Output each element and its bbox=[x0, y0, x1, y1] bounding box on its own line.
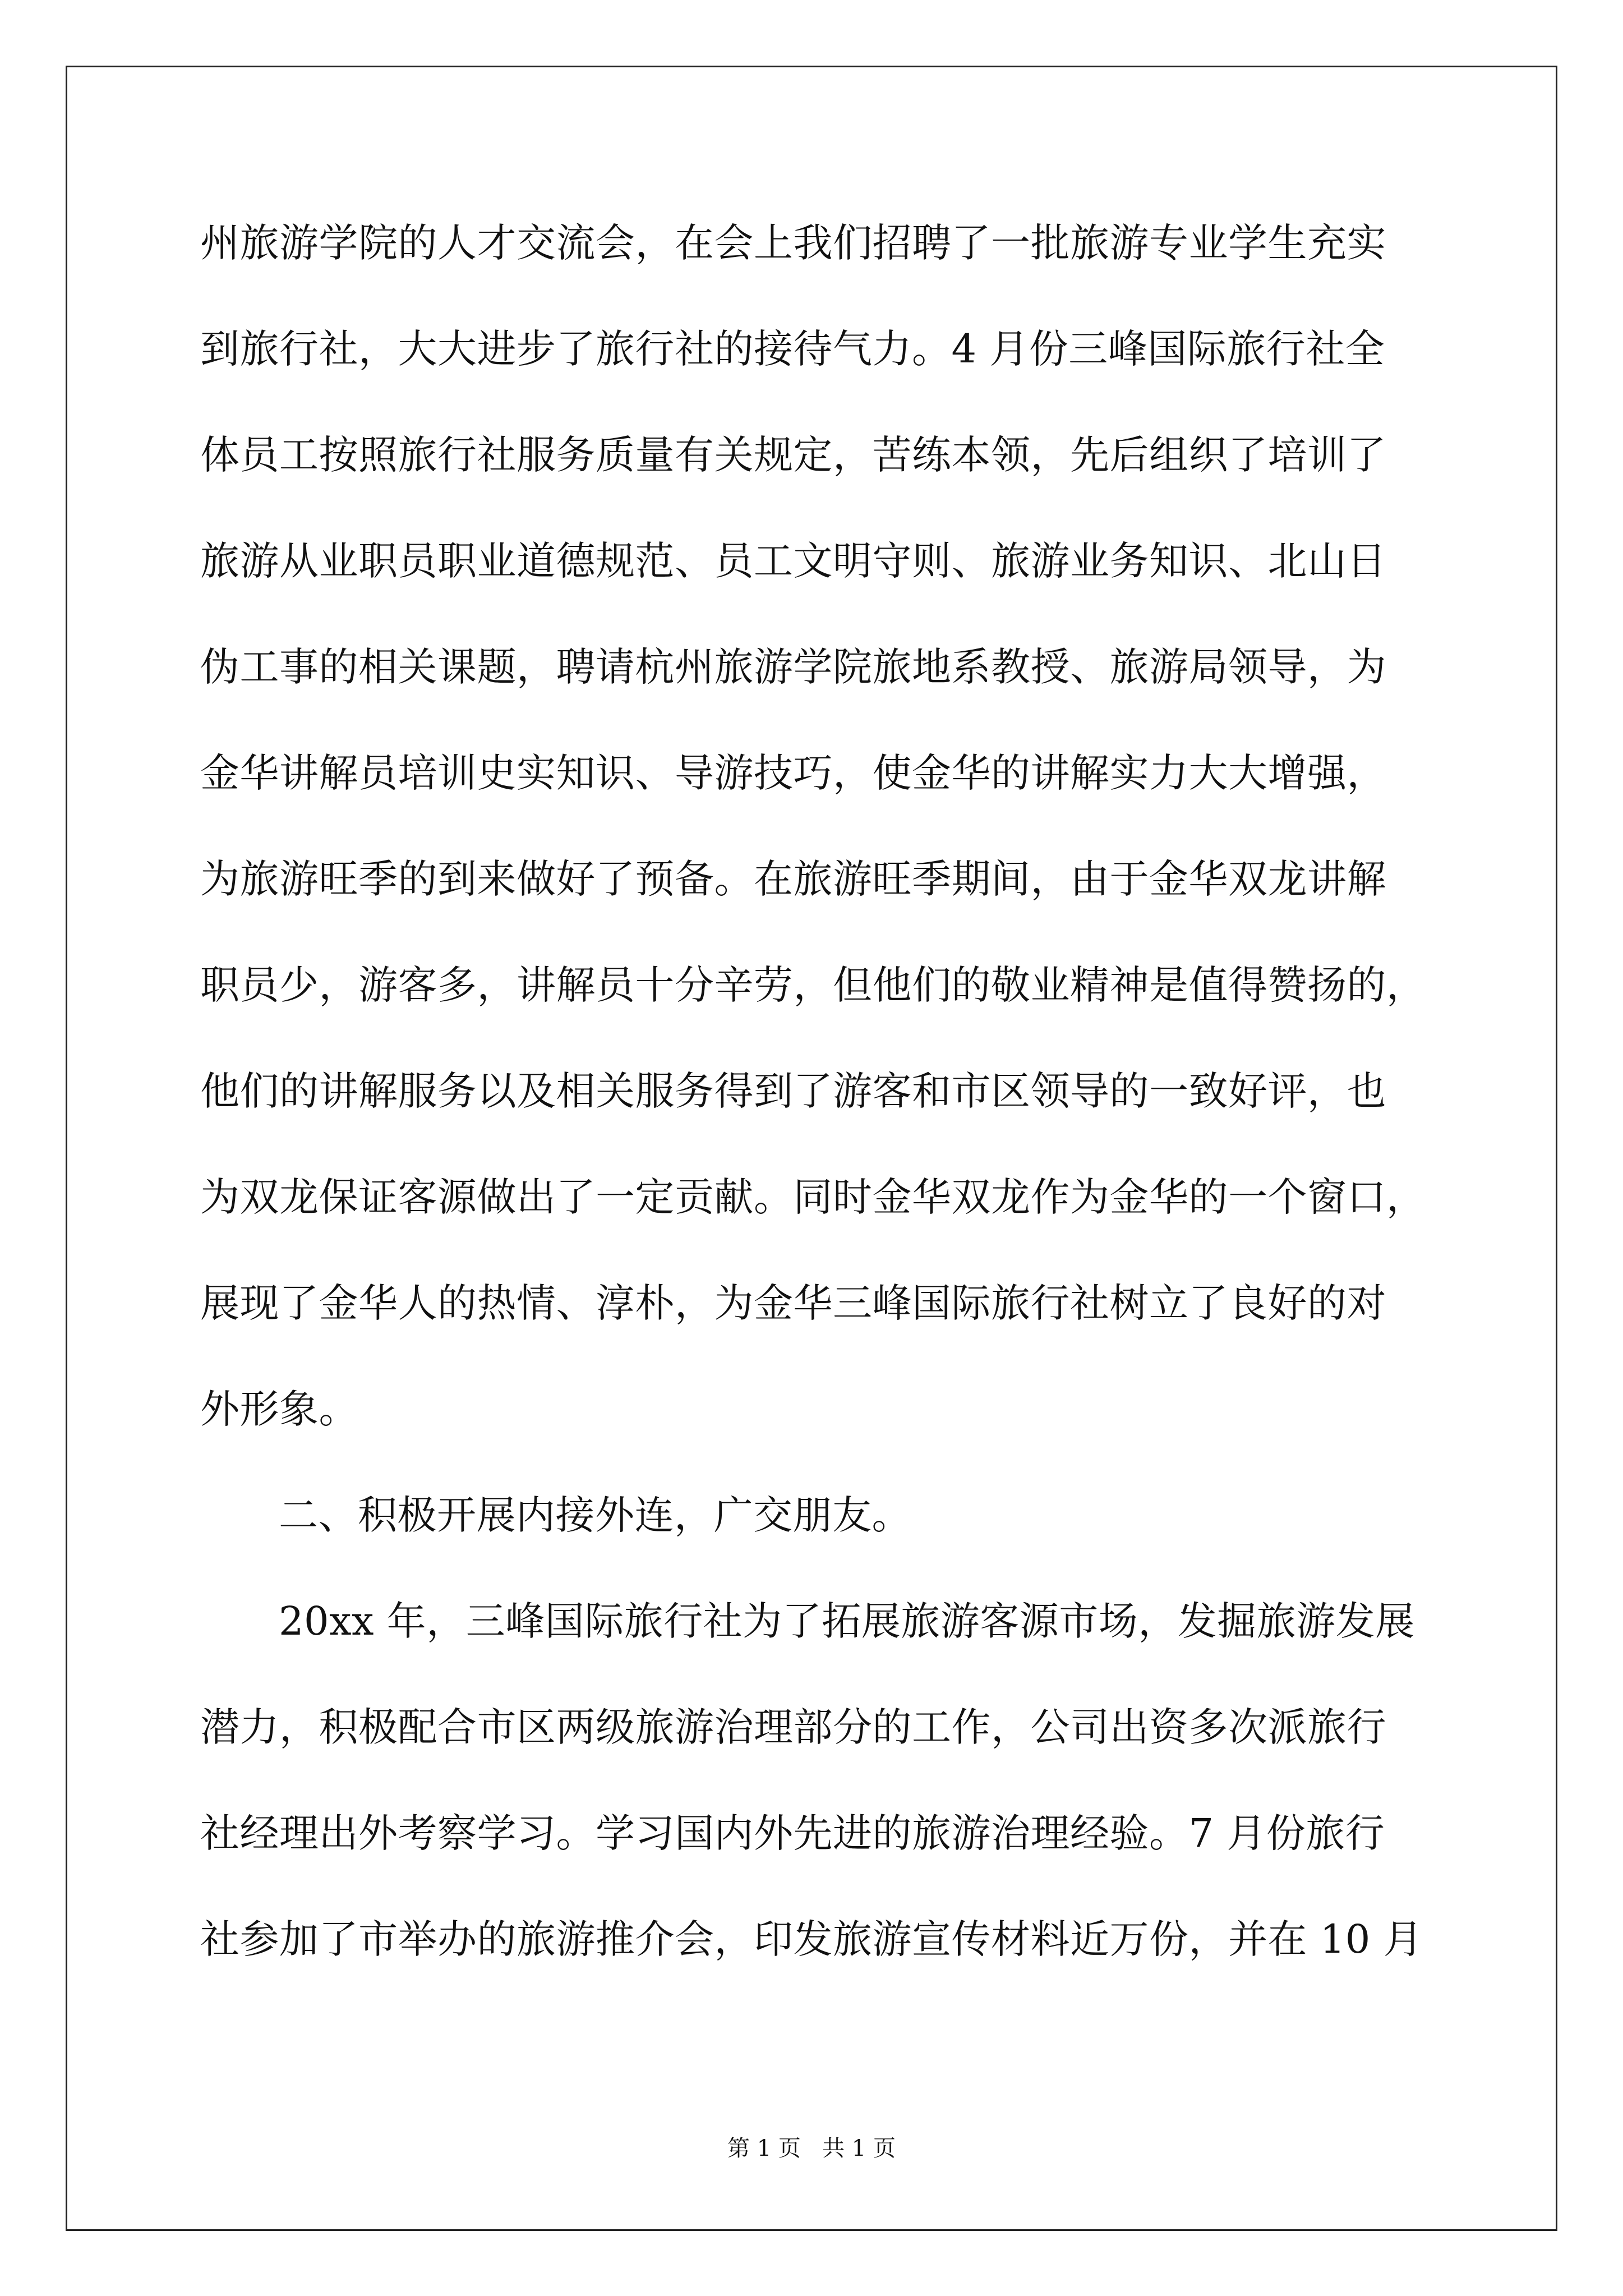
text-line: 州旅游学院的人才交流会，在会上我们招聘了一批旅游专业学生充实 bbox=[200, 220, 1386, 266]
text-line: 旅游从业职员职业道德规范、员工文明守则、旅游业务知识、北山日 bbox=[200, 538, 1386, 584]
text-line: 社经理出外考察学习。学习国内外先进的旅游治理经验。7 月份旅行 bbox=[200, 1810, 1385, 1856]
document-body bbox=[200, 212, 1434, 2014]
text-line: 到旅行社，大大进步了旅行社的接待气力。4 月份三峰国际旅行社全 bbox=[200, 326, 1385, 372]
page-footer bbox=[0, 2134, 1623, 2162]
text-line: 为旅游旺季的到来做好了预备。在旅游旺季期间，由于金华双龙讲解 bbox=[200, 856, 1386, 902]
text-line: 伪工事的相关课题，聘请杭州旅游学院旅地系教授、旅游局领导，为 bbox=[200, 644, 1386, 690]
text-line: 展现了金华人的热情、淳朴，为金华三峰国际旅行社树立了良好的对 bbox=[200, 1280, 1386, 1326]
text-line: 他们的讲解服务以及相关服务得到了游客和市区领导的一致好评，也 bbox=[200, 1068, 1386, 1114]
text-line: 20xx 年，三峰国际旅行社为了拓展旅游客源市场，发掘旅游发展 bbox=[279, 1598, 1415, 1644]
text-line: 职员少，游客多，讲解员十分辛劳，但他们的敬业精神是值得赞扬的， bbox=[200, 962, 1426, 1008]
text-line: 体员工按照旅行社服务质量有关规定，苦练本领，先后组织了培训了 bbox=[200, 432, 1386, 478]
text-line: 金华讲解员培训史实知识、导游技巧，使金华的讲解实力大大增强， bbox=[200, 750, 1386, 796]
text-line: 社参加了市举办的旅游推介会，印发旅游宣传材料近万份，并在 10 月 bbox=[200, 1916, 1423, 1962]
text-line: 外形象。 bbox=[200, 1386, 358, 1432]
section-heading: 二、积极开展内接外连，广交朋友。 bbox=[279, 1492, 911, 1538]
page-number-label: 第 1 页 共 1 页 bbox=[727, 2136, 896, 2161]
text-line: 为双龙保证客源做出了一定贡献。同时金华双龙作为金华的一个窗口， bbox=[200, 1174, 1426, 1220]
text-line: 潜力，积极配合市区两级旅游治理部分的工作，公司出资多次派旅行 bbox=[200, 1704, 1386, 1750]
